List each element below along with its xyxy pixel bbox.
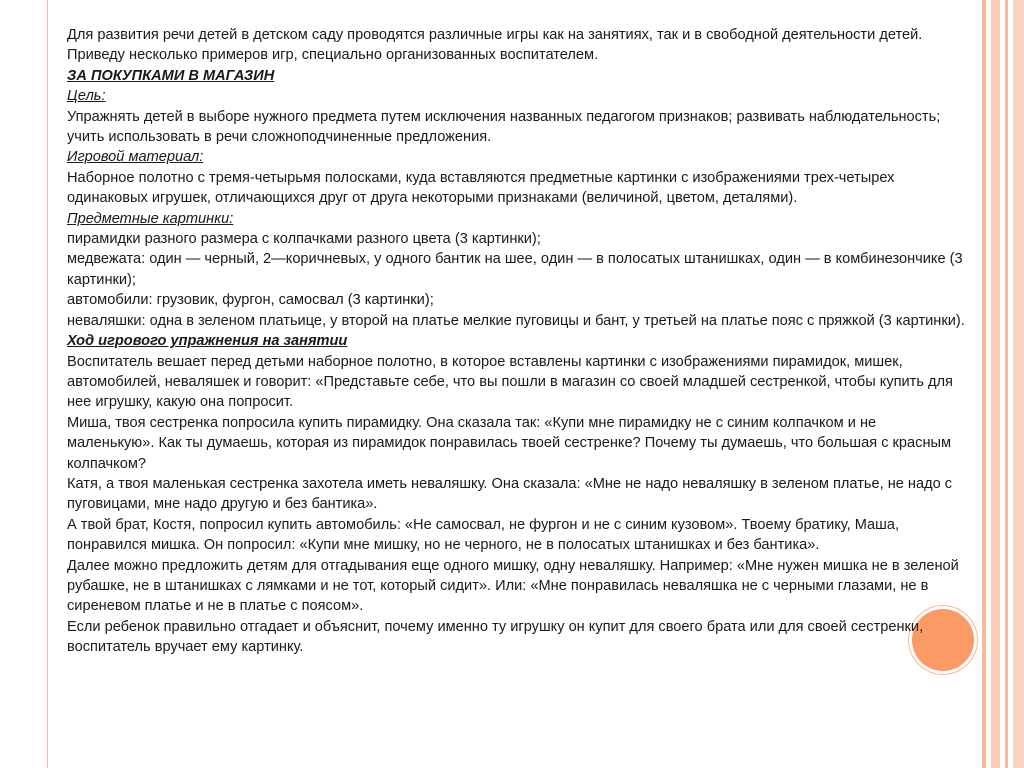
stripe <box>991 0 1000 768</box>
material-text: Наборное полотно с тремя-четырьмя полосками, куда вставляются предметные картинки с изображениями трех-четырех одинаковых игрушек, отличающихся друг от друга некоторыми признаками (величиной, цветом, деталями). <box>67 169 895 207</box>
procedure-paragraph: Если ребенок правильно отгадает и объяснит, почему именно ту игрушку он купит для своего брата или для своей сестренки, воспитатель вручает ему картинку. <box>67 618 924 656</box>
procedure-paragraph: Далее можно предложить детям для отгадывания еще одного мишку, одну неваляшку. Например: «Мне нужен мишка не в зеленой рубашке, не в штанишках с лямками и не тот, который сидит». Или: «Мне понравилась неваляшка не с черными глазами, не в сиреневом платье и не в платье с поясом». <box>67 557 959 615</box>
text-body[interactable] <box>67 25 967 658</box>
picture-item: медвежата: один — черный, 2—коричневых, у одного бантик на шее, один — в полосатых штанишках, один — в комбинезончике (3 картинки); <box>67 251 963 288</box>
stripe <box>1005 0 1008 768</box>
procedure-paragraph: А твой брат, Костя, попросил купить автомобиль: «Не самосвал, не фургон и не с синим кузовом». Твоему братику, Маша, понравился мишка. Он попросил: «Купи мне мишку, но не черного, не в полосатых штанишках и без бантика». <box>67 516 900 554</box>
procedure-paragraph: Миша, твоя сестренка попросила купить пирамидку. Она сказала так: «Купи мне пирамидку не с синим колпачком и не маленькую». Как ты думаешь, которая из пирамидок понравилась твоей сестренке? Почему ты думаешь, что большая с красным колпачком? <box>67 414 952 472</box>
goal-label: Цель: <box>67 88 106 105</box>
procedure-title: Ход игрового упражнения на занятии <box>67 333 348 350</box>
picture-item: неваляшки: одна в зеленом платьице, у второй на платье мелкие пуговицы и бант, у третьей на платье пояс с пряжкой (3 картинки). <box>67 312 965 329</box>
goal-text: Упражнять детей в выборе нужного предмета путем исключения названных педагогом признаков; развивать наблюдательность; учить использовать в речи сложноподчиненные предложения. <box>67 108 941 146</box>
picture-item: автомобили: грузовик, фургон, самосвал (3 картинки); <box>67 292 434 309</box>
intro-paragraph: Для развития речи детей в детском саду проводятся различные игры как на занятиях, так и в свободной деятельности детей. Приведу несколько примеров игр, специально организованных воспитателем. <box>67 27 923 64</box>
game-title: ЗА ПОКУПКАМИ В МАГАЗИН <box>67 67 275 84</box>
pictures-label: Предметные картинки: <box>67 210 234 227</box>
procedure-paragraph: Катя, а твоя маленькая сестренка захотела иметь неваляшку. Она сказала: «Мне не надо неваляшку в зеленом платье, не надо с пуговицами, мне надо другую и без бантика». <box>67 475 953 513</box>
material-label: Игровой материал: <box>67 149 204 166</box>
decorative-stripes <box>983 0 1024 768</box>
stripe <box>983 0 986 768</box>
procedure-paragraph: Воспитатель вешает перед детьми наборное полотно, в которое вставлены картинки с изображениями пирамидок, мишек, автомобилей, неваляшек и говорит: «Представьте себе, что вы пошли в магазин со своей младшей сестренкой, чтобы купить для нее игрушку, какую она попросит. <box>67 353 953 411</box>
picture-item: пирамидки разного размера с колпачками разного цвета (3 картинки); <box>67 231 541 248</box>
stripe <box>1013 0 1024 768</box>
